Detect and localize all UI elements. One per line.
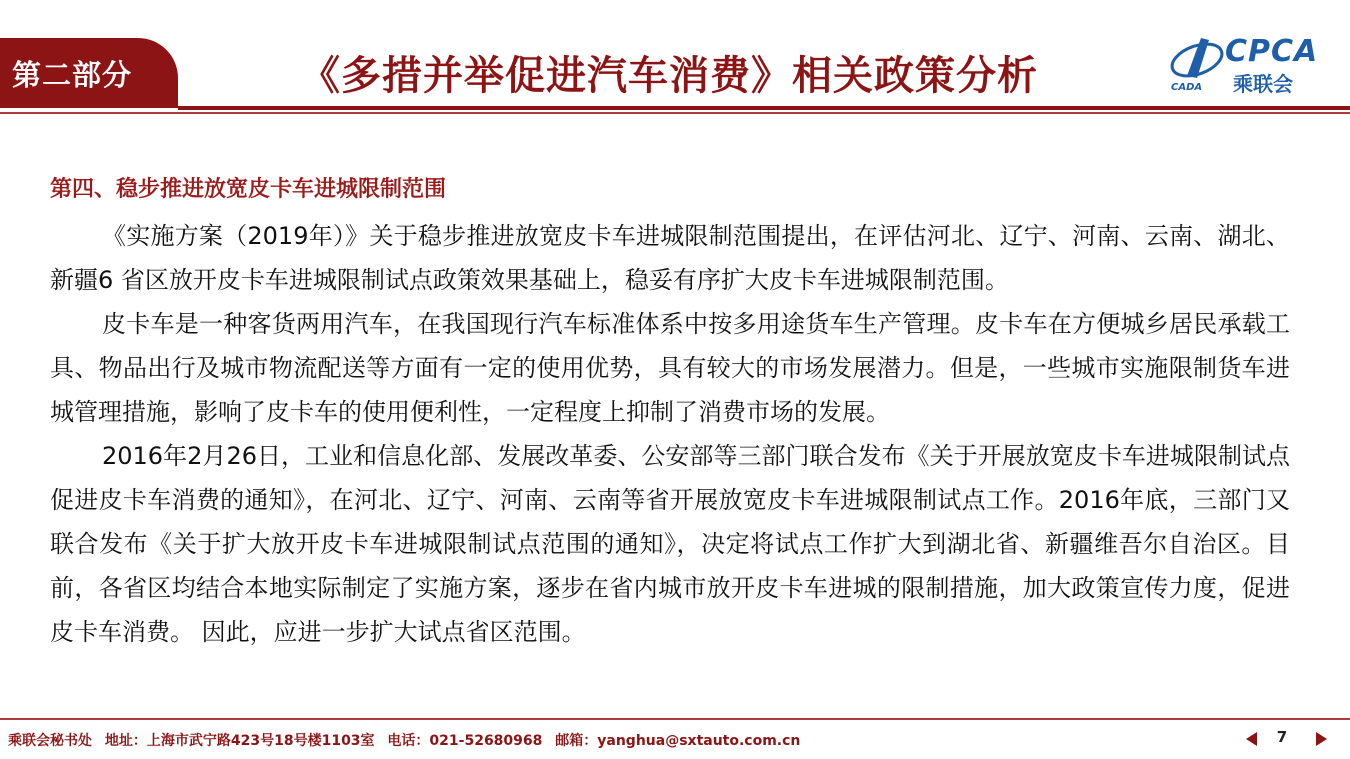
footer-contact [8,730,800,750]
slide-content [50,170,1290,654]
footer-org: 乘联会秘书处 [8,733,92,749]
logo-brand: CPCA [1225,34,1319,69]
footer-address: 地址：上海市武宁路423号18号楼1103室 [104,733,375,749]
logo-cn: 乘联会 [1233,72,1293,96]
page-navigation [1240,728,1340,750]
section-tab [0,38,178,108]
page-title: 《多措并举促进汽车消费》相关政策分析 [300,53,1038,99]
header-divider-thin [0,112,1350,114]
paragraph: 《实施方案（2019年）》关于稳步推进放宽皮卡车进城限制范围提出，在评估河北、辽宁、河南、云南、湖北、新疆6 省区放开皮卡车进城限制试点政策效果基础上，稳妥有序扩大皮卡车进城限制范围。 [50,222,1290,294]
header-divider [178,106,1350,110]
paragraph: 2016年2月26日，工业和信息化部、发展改革委、公安部等三部门联合发布《关于开展放宽皮卡车进城限制试点促进皮卡车消费的通知》，在河北、辽宁、河南、云南等省开展放宽皮卡车进城限制试点工作。2016年底，三部门又联合发布《关于扩大放开皮卡车进城限制试点范围的通知》，决定将试点工作扩大到湖北省、新疆维吾尔自治区。目前，各省区均结合本地实际制定了实施方案，逐步在省内城市放开皮卡车进城的限制措施，加大政策宣传力度，促进皮卡车消费。 因此，应进一步扩大试点省区范围。 [50,442,1290,646]
paragraph: 皮卡车是一种客货两用汽车，在我国现行汽车标准体系中按多用途货车生产管理。皮卡车在方便城乡居民承载工具、物品出行及城市物流配送等方面有一定的使用优势，具有较大的市场发展潜力。但是，一些城市实施限制货车进城管理措施，影响了皮卡车的使用便利性，一定程度上抑制了消费市场的发展。 [50,310,1290,426]
footer-email[interactable]: 邮箱：yanghua@sxtauto.com.cn [555,733,801,749]
cpca-logo [1165,30,1345,94]
page-number: 7 [1276,728,1288,746]
logo-sub-text: CADA [1171,82,1203,93]
footer-divider [0,718,1350,720]
next-page-icon[interactable] [1316,732,1327,746]
footer-phone: 电话：021-52680968 [387,733,543,749]
section-heading: 第四、稳步推进放宽皮卡车进城限制范围 [50,177,447,202]
slide-header [0,0,1350,118]
section-label: 第二部分 [12,57,133,92]
prev-page-icon[interactable] [1246,732,1257,746]
